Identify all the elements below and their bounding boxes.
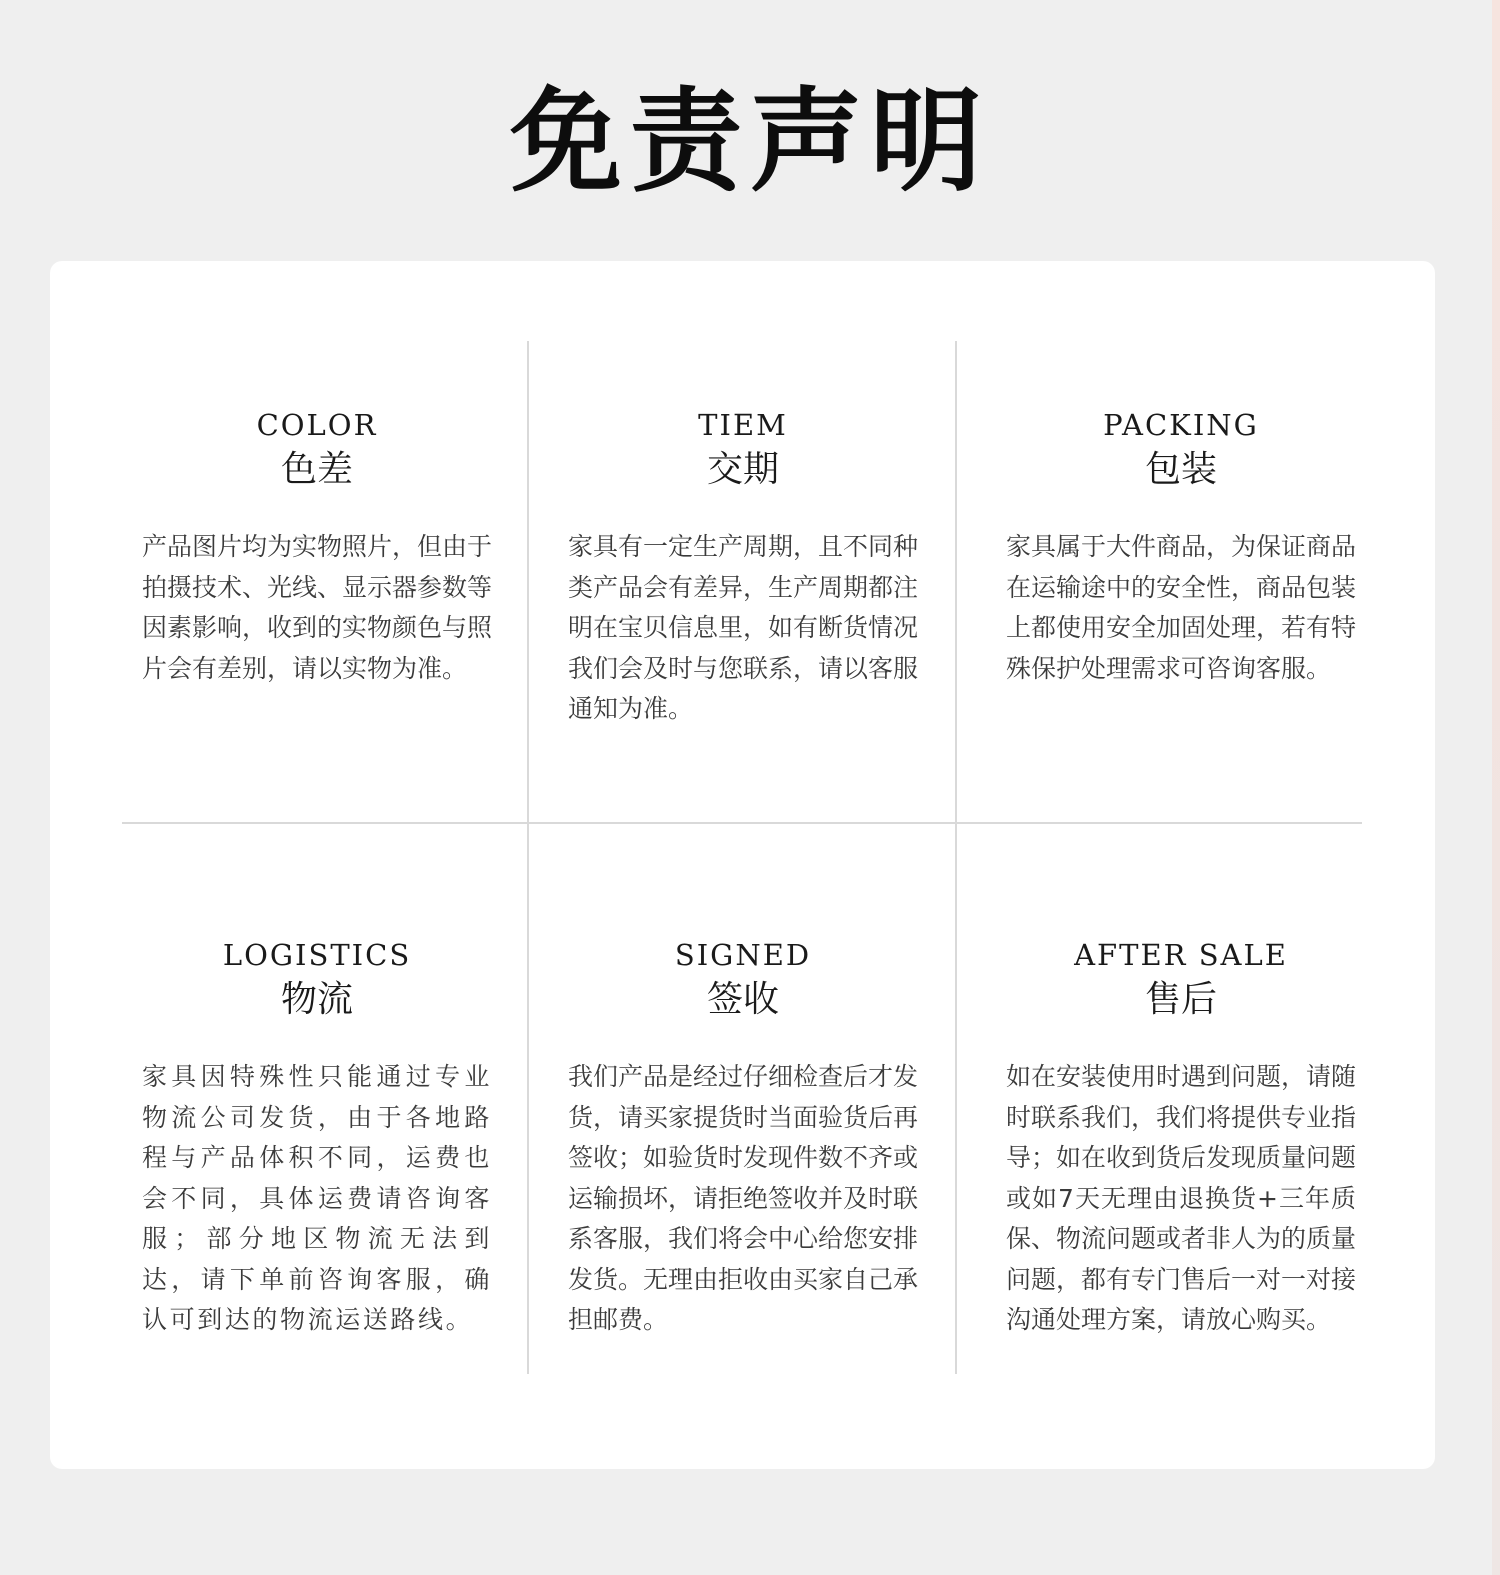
card-body-text: 我们产品是经过仔细检查后才发货，请买家提货时当面验货后再签收；如验货时发现件数不齐或运输损坏，请拒绝签收并及时联系客服，我们将会中心给您安排发货。无理由拒收由买家自己承担邮费。 <box>568 1062 919 1334</box>
card-after-sale <box>1006 937 1356 1341</box>
card-body-text: 家具因特殊性只能通过专业物流公司发货，由于各地路程与产品体积不同，运费也会不同，具体运费请咨询客服；部分地区物流无法到达，请下单前咨询客服，确认可到达的物流运送路线。 <box>142 1062 492 1334</box>
card-chinese-title: 签收 <box>706 979 779 1020</box>
card-english-title: SIGNED <box>674 938 812 972</box>
card-english-title: AFTER SALE <box>1074 938 1288 972</box>
column-divider-left <box>527 341 529 1374</box>
card-logistics <box>142 937 492 1341</box>
card-english-title: LOGISTICS <box>222 938 412 972</box>
card-body-text: 如在安装使用时遇到问题，请随时联系我们，我们将提供专业指导；如在收到货后发现质量问题或如7天无理由退换货+三年质保、物流问题或者非人为的质量问题，都有专门售后一对一对接沟通处理方案，请放心购买。 <box>1006 1062 1357 1334</box>
card-chinese-title: 售后 <box>1144 979 1217 1020</box>
card-delivery-time <box>568 407 918 730</box>
disclaimer-panel <box>50 261 1435 1469</box>
column-divider-right <box>955 341 957 1374</box>
page-edge-strip <box>1492 0 1500 1575</box>
card-color <box>142 407 492 689</box>
card-body-text: 家具属于大件商品，为保证商品在运输途中的安全性，商品包装上都使用安全加固处理，若有特殊保护处理需求可咨询客服。 <box>1006 532 1357 683</box>
card-packing <box>1006 407 1356 689</box>
card-english-title: PACKING <box>1103 408 1259 442</box>
card-english-title: COLOR <box>256 408 378 442</box>
card-signed <box>568 937 918 1341</box>
card-chinese-title: 包装 <box>1144 449 1217 490</box>
page-title: 免责声明 <box>510 77 990 207</box>
card-chinese-title: 色差 <box>280 449 353 490</box>
card-body-text: 家具有一定生产周期，且不同种类产品会有差异，生产周期都注明在宝贝信息里，如有断货情况我们会及时与您联系，请以客服通知为准。 <box>568 532 919 723</box>
card-chinese-title: 交期 <box>706 449 779 490</box>
card-chinese-title: 物流 <box>280 979 353 1020</box>
row-divider <box>122 822 1362 824</box>
card-body-text: 产品图片均为实物照片，但由于拍摄技术、光线、显示器参数等因素影响，收到的实物颜色与照片会有差别，请以实物为准。 <box>142 532 493 683</box>
card-english-title: TIEM <box>698 408 788 442</box>
